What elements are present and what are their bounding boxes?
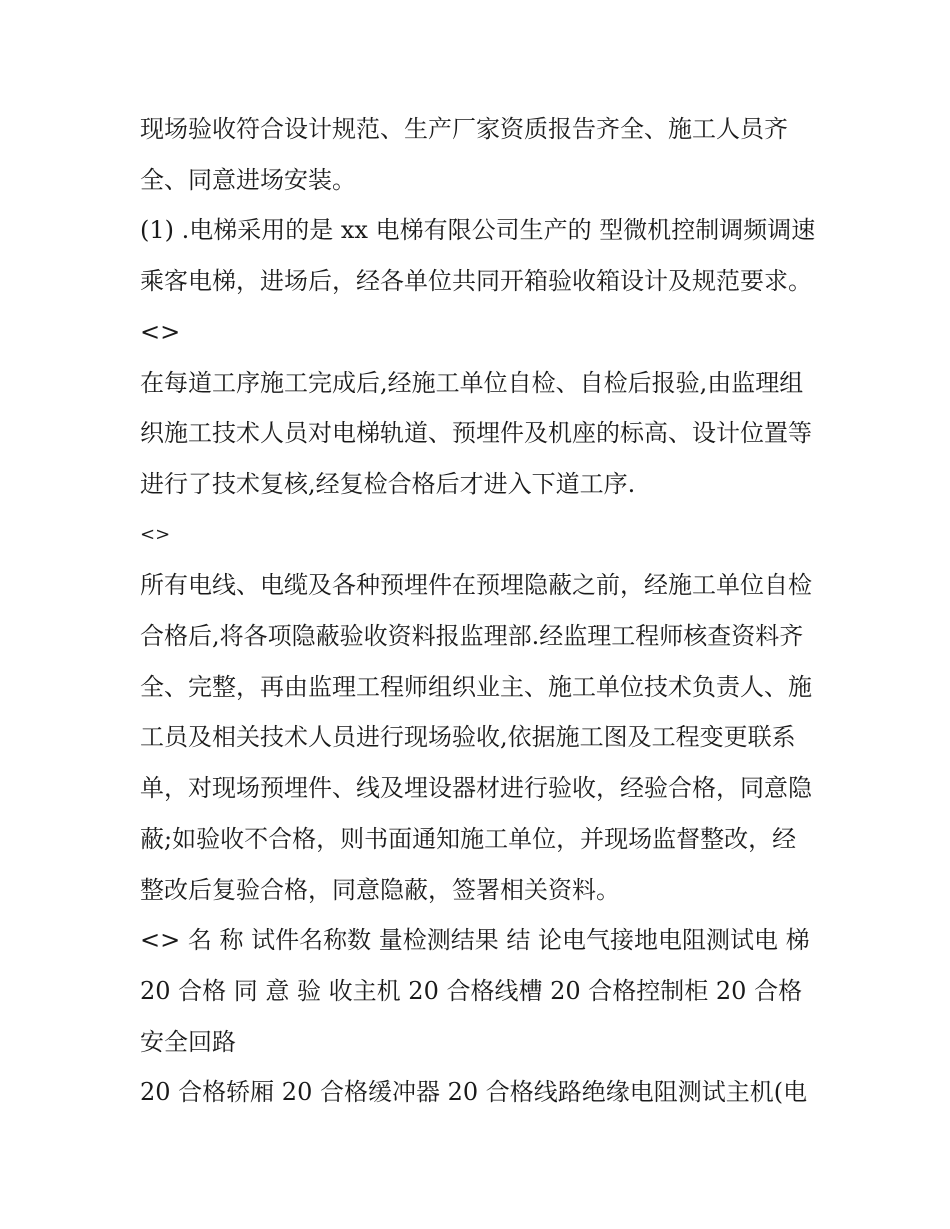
separator-marker: <>: [140, 523, 171, 545]
paragraph-test-results: <> 名 称 试件名称数 量检测结果 结 论电气接地电阻测试电 梯 20 合格 同 意 验 收主机 20 合格线槽 20 合格控制柜 20 合格安全回路: [140, 926, 810, 1056]
paragraph-test-results-continued: 20 合格轿厢 20 合格缓冲器 20 合格线路绝缘电阻测试主机(电: [140, 1078, 808, 1107]
paragraph-process-inspection: 在每道工序施工完成后,经施工单位自检、自检后报验,由监理组织施工技术人员对电梯轨道、预埋件及机座的标高、设计位置等进行了技术复核,经复检合格后才进入下道工序.: [140, 368, 812, 498]
paragraph-concealed-works: 所有电线、电缆及各种预埋件在预埋隐蔽之前，经施工单位自检合格后,将各项隐蔽验收资料报监理部.经监理工程师核查资料齐全、完整，再由监理工程师组织业主、施工单位技术负责人、施工员及相关技术人员进行现场验收,依据施工图及工程变更联系单，对现场预埋件、线及埋设器材进行验收，经验合格，同意隐蔽;如验收不合格，则书面通知施工单位，并现场监督整改，经整改后复验合格，同意隐蔽，签署相关资料。: [140, 571, 812, 904]
document-page: [140, 104, 820, 1118]
paragraph-elevator-spec: (1) .电梯采用的是 xx 电梯有限公司生产的 型微机控制调频调速乘客电梯，进场后，经各单位共同开箱验收箱设计及规范要求。 <>: [140, 216, 816, 346]
paragraph-site-acceptance: 现场验收符合设计规范、生产厂家资质报告齐全、施工人员齐全、同意进场安装。: [140, 115, 788, 194]
